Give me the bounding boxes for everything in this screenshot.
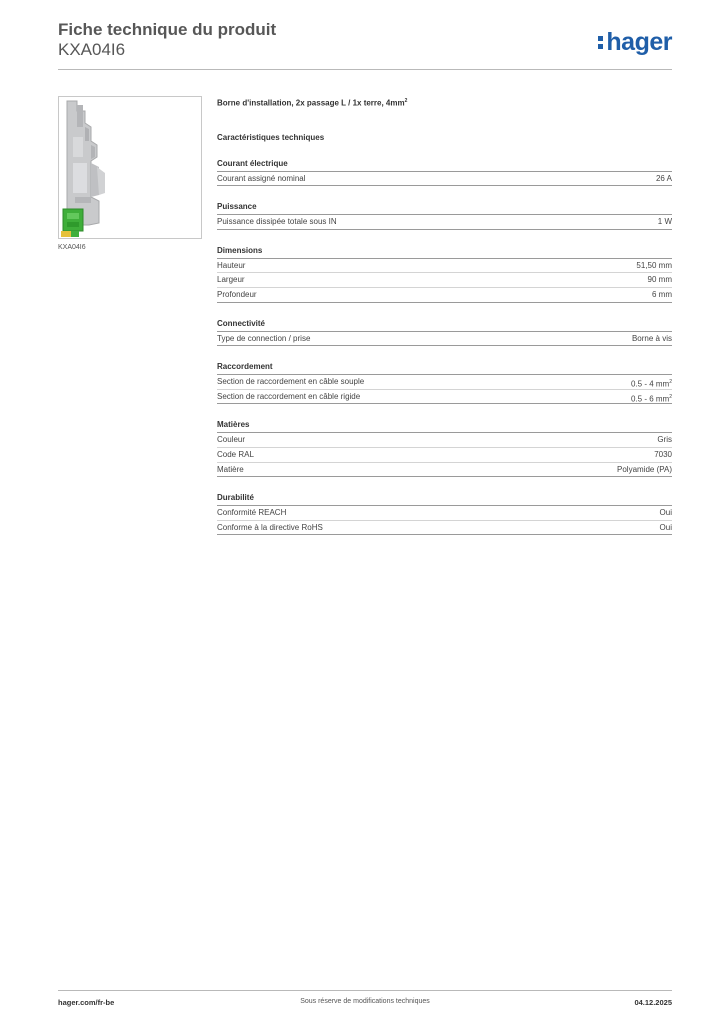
spec-row (217, 259, 672, 274)
spec-value-text: 6 mm (652, 290, 672, 300)
spec-section-title: Puissance (217, 202, 672, 215)
hager-logo (598, 28, 672, 56)
logo-text: hager (606, 28, 672, 56)
spec-value-text: Gris (657, 435, 672, 445)
product-reference: KXA04I6 (58, 40, 126, 59)
spec-value (652, 288, 672, 302)
spec-value-text: Borne à vis (631, 333, 672, 343)
spec-value (632, 332, 672, 346)
description-superscript: 2 (404, 98, 408, 104)
spec-row (217, 332, 672, 347)
spec-value-text: 1 W (657, 217, 672, 227)
spec-value (631, 390, 672, 404)
spec-value (658, 215, 672, 229)
spec-value (654, 448, 672, 462)
spec-section (217, 319, 672, 347)
spec-label: Matière (217, 464, 244, 474)
spec-row (217, 172, 672, 187)
spec-value (617, 463, 672, 477)
spec-section-title: Durabilité (217, 493, 672, 506)
spec-section (217, 493, 672, 535)
page-footer (58, 990, 672, 1012)
product-description: Borne d'installation, 2x passage L / 1x terre, $4mm^2$ (217, 98, 408, 108)
spec-label: Section de raccordement en câble rigide (217, 391, 361, 401)
spec-section-title: Courant électrique (217, 159, 672, 172)
spec-value (660, 521, 672, 535)
spec-value-text: 26 A (655, 173, 672, 183)
spec-label: Conformité REACH (217, 508, 287, 518)
spec-label: Conforme à la directive RoHS (217, 522, 323, 532)
spec-section (217, 246, 672, 303)
spec-section-title: Raccordement (217, 362, 672, 375)
footer-notice: Sous réserve de modifications techniques (300, 998, 430, 1005)
spec-label: Courant assigné nominal (217, 173, 306, 183)
spec-value-text: Polyamide (PA) (617, 464, 672, 474)
spec-row (217, 433, 672, 448)
spec-row (217, 375, 672, 390)
spec-value-text: 90 mm (647, 275, 672, 285)
spec-value (636, 259, 672, 273)
spec-row (217, 215, 672, 230)
spec-row (217, 521, 672, 536)
product-details (217, 96, 672, 535)
terminal-block-image (59, 97, 202, 239)
spec-label: Couleur (217, 435, 246, 445)
spec-label: Puissance dissipée totale sous IN (217, 217, 337, 227)
spec-section (217, 159, 672, 187)
spec-section (217, 202, 672, 230)
footer-website: hager.com/fr-be (58, 998, 115, 1007)
spec-row (217, 390, 672, 405)
technical-characteristics-heading: Caractéristiques techniques (217, 132, 325, 142)
spec-label: Largeur (217, 275, 245, 285)
logo-dots-icon (598, 35, 604, 51)
spec-value (657, 433, 672, 447)
spec-row (217, 463, 672, 478)
spec-value-superscript: 2 (669, 379, 672, 386)
spec-label: Type de connection / prise (217, 333, 311, 343)
product-image-frame (58, 96, 202, 239)
spec-value-text: Oui (659, 508, 672, 518)
spec-label: Profondeur (217, 290, 257, 300)
spec-value-text: 7030 (654, 450, 672, 459)
spec-value-text: 51,50 mm (636, 260, 672, 270)
spec-section-title: Dimensions (217, 246, 672, 259)
spec-value (660, 506, 672, 520)
spec-value-text: Oui (659, 522, 672, 532)
spec-row (217, 273, 672, 288)
spec-section-title: Connectivité (217, 319, 672, 332)
spec-value-text: 0.5 - 4 mm (630, 379, 670, 389)
document-title: Fiche technique du produit (58, 20, 277, 39)
spec-row (217, 448, 672, 463)
spec-label: Code RAL (217, 450, 254, 459)
spec-row (217, 506, 672, 521)
spec-section-title: Matières (217, 420, 672, 433)
spec-label: Section de raccordement en câble souple (217, 377, 365, 387)
spec-value (631, 375, 672, 389)
footer-date: 04.12.2025 (634, 998, 672, 1007)
spec-value (656, 172, 672, 186)
product-image-caption: KXA04I6 (58, 244, 86, 251)
spec-label: Hauteur (217, 260, 246, 270)
spec-value-text: 0.5 - 6 mm (630, 394, 670, 404)
spec-sections (217, 159, 672, 536)
spec-row (217, 288, 672, 303)
spec-section (217, 420, 672, 477)
spec-value-superscript: 2 (669, 393, 672, 400)
page-header (58, 20, 672, 70)
spec-value (648, 273, 672, 287)
spec-section (217, 362, 672, 404)
